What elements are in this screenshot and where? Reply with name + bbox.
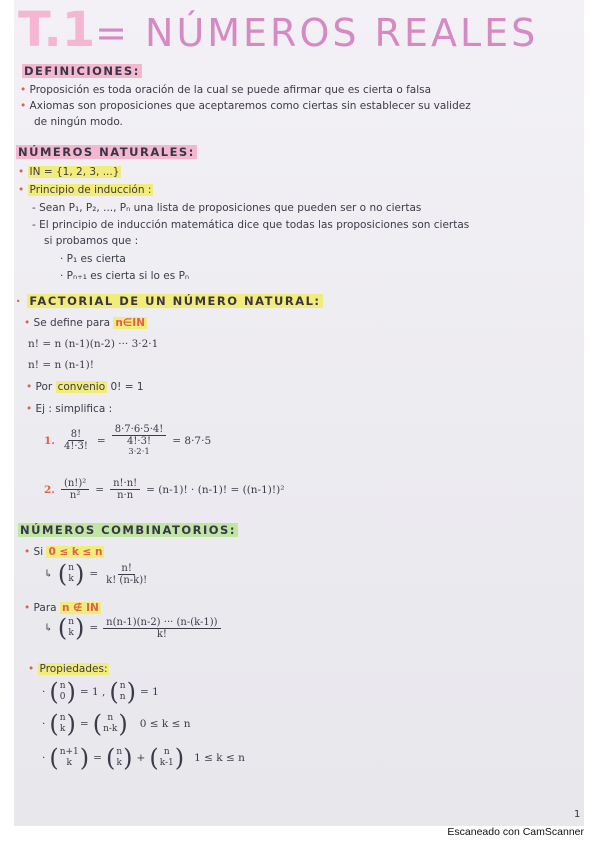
- factorial-define: • Se define para n∈IN: [24, 317, 145, 329]
- propiedad-3: · ( n+1 k ) = ( n k ) + ( n k-1 ) 1 ≤ k ≤ n: [42, 744, 245, 772]
- page-number: 1: [574, 809, 581, 820]
- page-title: [18, 2, 538, 58]
- factorial-convenio: • Por convenio 0! = 1: [26, 381, 144, 393]
- factorial-eq2: n! = n (n-1)!: [28, 359, 94, 371]
- induccion-line1: - Sean P₁, P₂, ..., Pₙ una lista de proposiciones que pueden ser o no ciertas: [32, 202, 422, 214]
- ex1-fraction-expanded: 8·7·6·5·4! 4!·3! 3·2·1: [112, 424, 167, 457]
- principio-induccion: • Principio de inducción :: [18, 184, 152, 196]
- induccion-line3: si probamos que :: [44, 235, 139, 247]
- def-axiomas-cont: de ningún modo.: [34, 116, 123, 128]
- example-2: 2. $\frac{\text{(n!)²}}{\text{n²}}$ = $\frac{n!\cdot n!}{n\cdot n}$ = (n-1)! · (n-1)! = ((n-1)!)²: [44, 478, 285, 501]
- binomial-n-0: ( n 0 ): [49, 678, 76, 706]
- title-number: T.1: [18, 2, 96, 58]
- induccion-cond2: · Pₙ₊₁ es cierta si lo es Pₙ: [60, 270, 190, 282]
- section-factorial-heading: · FACTORIAL DE UN NÚMERO NATURAL:: [16, 294, 321, 308]
- section-definiciones-heading: DEFINICIONES:: [24, 64, 140, 78]
- def-axiomas: • Axiomas son proposiciones que aceptaremos como ciertas sin establecer su validez: [20, 100, 471, 112]
- def-proposicion: • Proposición es toda oración de la cual se puede afirmar que es cierta o falsa: [20, 84, 432, 96]
- induccion-line2: - El principio de inducción matemática dice que todas las proposiciones son ciertas: [32, 219, 470, 231]
- combinatorio-si: • Si 0 ≤ k ≤ n: [24, 546, 103, 558]
- binomial-n-k-4: ( n k ): [105, 744, 133, 772]
- propiedad-1: · ( n 0 ) = 1 , ( n n ) = 1: [42, 678, 159, 706]
- propiedades-heading: • Propiedades:: [28, 663, 108, 675]
- combinatorio-fraction-1: $\frac{n!}{k! (n-k)!}$: [106, 562, 148, 586]
- binomial-n-n: ( n n ): [109, 678, 136, 706]
- binomial-n-k-minus-1: ( n k-1 ): [149, 744, 185, 772]
- ex2-fraction-expanded: $\frac{n!\cdot n!}{n\cdot n}$: [110, 478, 140, 501]
- ex1-fraction: $\frac{8!}{4!\cdot 3!}$: [63, 429, 88, 452]
- scanner-watermark: Escaneado con CamScanner: [447, 826, 584, 838]
- binomial-n-k: ( n k ): [57, 560, 85, 588]
- combinatorio-def2: ↳ ( n k ) = $\frac{n(n-1)(n-2) \cdot\cdot\cdot (n-(k-1))}{k!}$: [44, 616, 221, 640]
- ex2-fraction: $\frac{\text{(n!)²}}{\text{n²}}$: [61, 478, 89, 501]
- example-1: 1. $\frac{8!}{4!\cdot 3!}$ = 8·7·6·5·4! 4!·3! 3·2·1 = 8·7·5: [44, 424, 212, 457]
- binomial-n-n-minus-k: ( n n-k ): [92, 710, 128, 738]
- binomial-n-k-3: ( n k ): [49, 710, 76, 738]
- propiedad-2: · ( n k ) = ( n n-k ) 0 ≤ k ≤ n: [42, 710, 191, 738]
- binomial-n-k-2: ( n k ): [57, 614, 85, 642]
- title-text: = NÚMEROS REALES: [95, 11, 539, 55]
- combinatorio-para: • Para n ∉ IN: [24, 602, 99, 614]
- factorial-ej: • Ej : simplifica :: [26, 403, 113, 415]
- section-naturales-heading: NÚMEROS NATURALES:: [18, 145, 195, 159]
- combinatorio-fraction-2: $\frac{n(n-1)(n-2) \cdot\cdot\cdot (n-(k-1))}{k!}$: [103, 617, 220, 640]
- induccion-cond1: · P₁ es cierta: [60, 253, 126, 265]
- factorial-eq1: n! = n (n-1)(n-2) ··· 3·2·1: [28, 338, 159, 350]
- naturales-set: • IN = {1, 2, 3, ...}: [18, 166, 120, 178]
- combinatorio-def1: ↳ ( n k ) = $\frac{n!}{k! (n-k)!}$: [44, 562, 150, 586]
- binomial-n-plus-1-k: ( n+1 k ): [49, 744, 90, 772]
- section-combinatorios-heading: NÚMEROS COMBINATORIOS:: [20, 523, 236, 537]
